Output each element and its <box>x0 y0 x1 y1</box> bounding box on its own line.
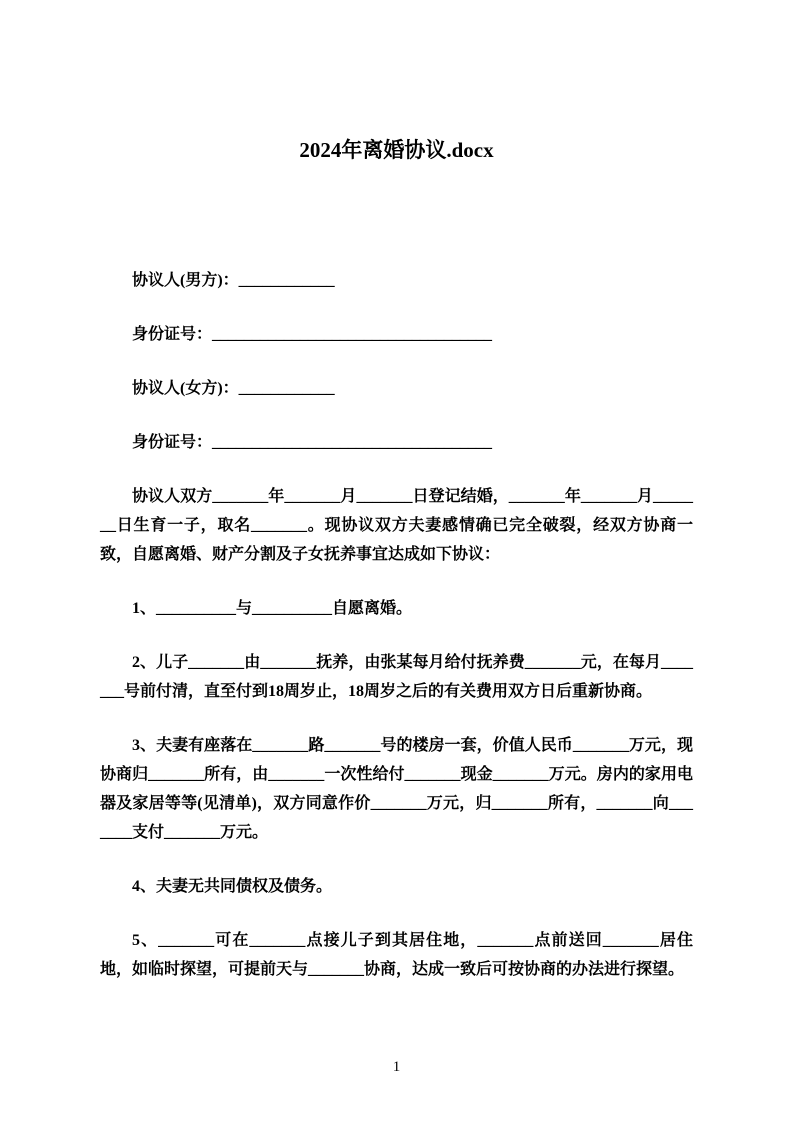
paragraph-female-id: 身份证号：___________________________________ <box>132 434 493 451</box>
paragraph-item-2: 2、儿子_______由_______抚养，由张某每月给付抚养费_______元，在每月_______号前付清，直至付到18周岁止，18周岁之后的有关费用双方日后重新协商。 <box>100 654 693 700</box>
paragraph-male-id: 身份证号：___________________________________ <box>132 326 493 343</box>
paragraph-intro: 协议人双方_______年_______月_______日登记结婚，_______年_______月_______日生育一子，取名_______。现协议双方夫妻感情确已完全破裂，经双方协商一致，自愿离婚、财产分割及子女抚养事宜达成如下协议： <box>100 488 693 563</box>
paragraph-male-party: 协议人(男方)：____________ <box>132 272 335 289</box>
paragraph-item-3: 3、夫妻有座落在_______路_______号的楼房一套，价值人民币_______万元，现协商归_______所有，由_______一次性给付_______现金_______万元。房内的家用电器及家居等等(见清单)，双方同意作价_______万元，归_______所有，_______向_______支付_______万元。 <box>100 737 693 841</box>
paragraph-item-5: 5、_______可在_______点接儿子到其居住地，_______点前送回_______居住地，如临时探望，可提前天与_______协商，达成一致后可按协商的办法进行探望。 <box>100 932 693 978</box>
paragraph-item-1: 1、__________与__________自愿离婚。 <box>132 600 413 617</box>
paragraph-item-4: 4、夫妻无共同债权及债务。 <box>132 878 333 895</box>
document-body <box>100 266 693 984</box>
paragraph-female-party: 协议人(女方)：____________ <box>132 380 335 397</box>
document-title: 2024年离婚协议.docx <box>299 138 494 162</box>
page-number: 1 <box>392 1059 401 1075</box>
